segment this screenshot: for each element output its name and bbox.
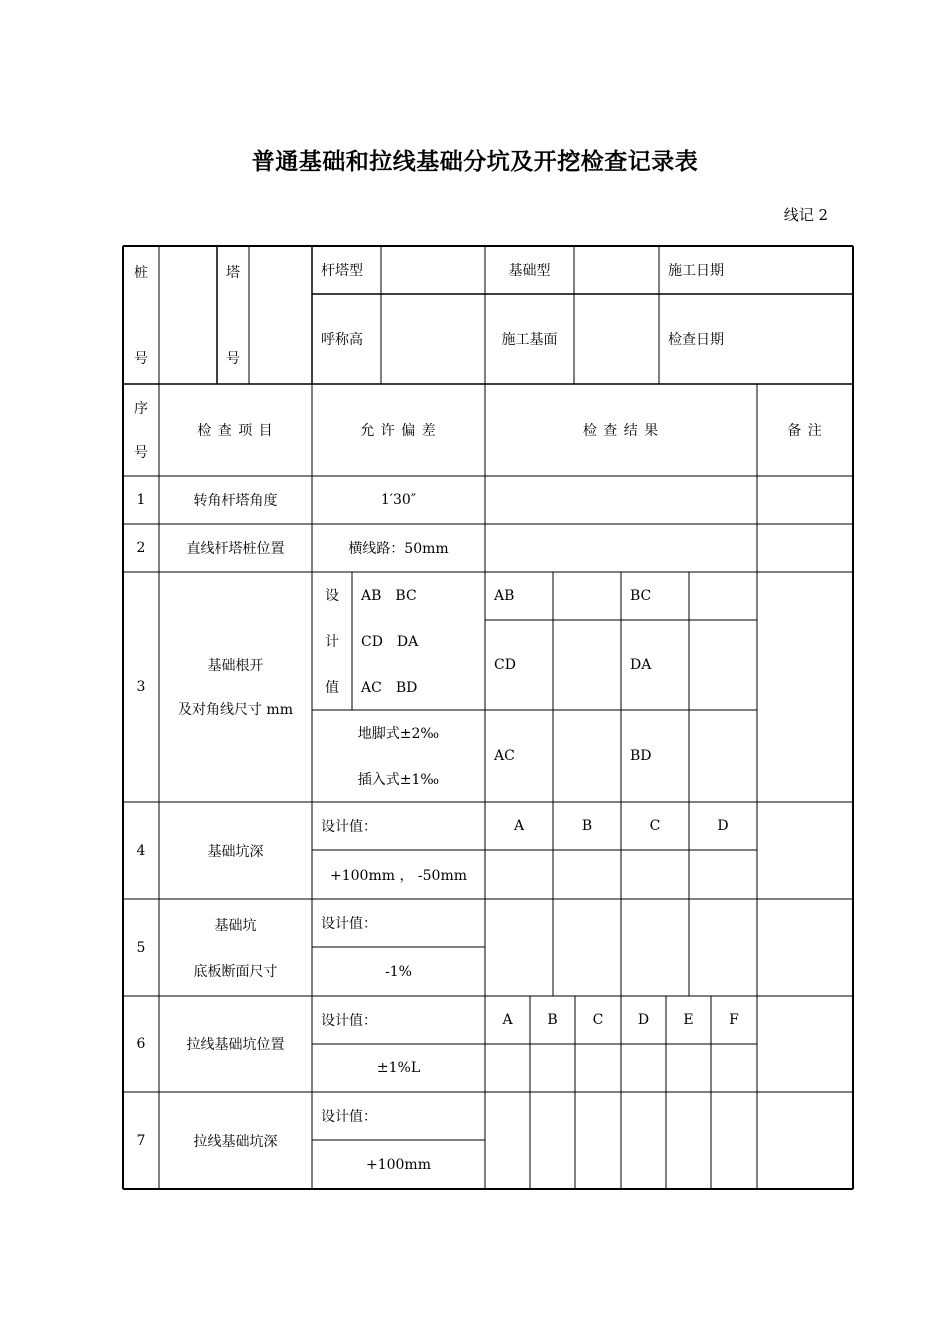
row-6-label-f: F: [729, 1012, 739, 1028]
row-6-tolerance: ±1%L: [376, 1060, 421, 1076]
row-5-tolerance: -1%: [385, 963, 412, 980]
tower-type-value[interactable]: [381, 246, 485, 294]
row-1-tolerance: 1′30″: [380, 492, 417, 508]
row-7-design-value: 设计值：: [321, 1109, 377, 1125]
row-3-label-ac: AC: [494, 748, 515, 764]
tolerance-header: 允 许 偏 差: [360, 423, 437, 439]
row-3-label-bd: BD: [630, 748, 652, 764]
sequence-header: 序 号: [134, 401, 148, 461]
form-number: 线记 2: [783, 206, 828, 224]
row-6-label-c: C: [592, 1012, 604, 1028]
pile-number-label: 桩 号: [134, 265, 148, 367]
row-4-item: 基础坑深: [207, 843, 264, 860]
row-2-result[interactable]: [485, 524, 757, 572]
row-7-number: 7: [136, 1132, 146, 1149]
row-5-design-value: 设计值：: [321, 916, 377, 932]
row-6-item: 拉线基础坑位置: [186, 1037, 285, 1053]
row-1-result[interactable]: [485, 476, 757, 524]
row-7-tolerance: +100mm: [365, 1156, 431, 1173]
remark-header: 备 注: [787, 423, 823, 439]
row-4-tolerance: +100mm ， -50mm: [330, 867, 467, 884]
construction-base-value[interactable]: [574, 294, 659, 384]
row-3-design-label: 设 计 值: [325, 588, 339, 696]
row-1-item: 转角杆塔角度: [193, 493, 278, 509]
row-1-number: 1: [136, 492, 146, 508]
row-3-design-pairs: AB BC CD DA AC BD: [361, 588, 419, 696]
result-header: 检 查 结 果: [582, 423, 660, 439]
inspection-item-header: 检 查 项 目: [197, 423, 274, 439]
row-3-tolerance: 地脚式±2‰ 插入式±1‰: [357, 726, 440, 788]
row-2-tolerance: 横线路：50mm: [348, 541, 449, 557]
row-3-label-da: DA: [630, 657, 652, 673]
row-6-label-b: B: [547, 1012, 558, 1028]
row-6-label-e: E: [683, 1012, 694, 1028]
row-3-number: 3: [136, 679, 146, 695]
construction-base-label: 施工基面: [501, 332, 558, 348]
row-3-value-da[interactable]: [689, 620, 757, 710]
row-4-design-value: 设计值：: [321, 819, 377, 835]
row-3-value-ac[interactable]: [553, 710, 621, 802]
row-4-label-c: C: [649, 818, 661, 834]
nominal-height-label: 呼称高: [321, 332, 363, 348]
row-4-number: 4: [136, 842, 146, 859]
pile-number-value[interactable]: [159, 246, 217, 384]
row-3-label-bc: BC: [630, 588, 652, 604]
row-3-value-cd[interactable]: [553, 620, 621, 710]
row-4-label-a: A: [513, 818, 525, 834]
foundation-type-value[interactable]: [574, 246, 659, 294]
row-6-label-a: A: [502, 1012, 513, 1028]
row-3-value-bc[interactable]: [689, 572, 757, 620]
row-4-label-d: D: [717, 818, 729, 834]
row-3-value-ab[interactable]: [553, 572, 621, 620]
nominal-height-value[interactable]: [381, 294, 485, 384]
construction-date-label: 施工日期: [668, 263, 724, 279]
row-3-label-ab: AB: [494, 588, 515, 604]
row-5-item: 基础坑 底板断面尺寸: [193, 917, 278, 980]
row-6-number: 6: [136, 1036, 146, 1052]
row-5-number: 5: [136, 939, 146, 956]
row-2-number: 2: [136, 540, 146, 556]
inspection-date-label: 检查日期: [668, 332, 724, 348]
tower-number-value[interactable]: [249, 246, 312, 384]
row-3-item: 基础根开 及对角线尺寸 mm: [177, 658, 293, 718]
row-3-label-cd: CD: [494, 657, 516, 673]
row-4-label-b: B: [581, 818, 593, 834]
row-7-item: 拉线基础坑深: [193, 1133, 278, 1150]
row-3-value-bd[interactable]: [689, 710, 757, 802]
form-title: 普通基础和拉线基础分坑及开挖检查记录表: [251, 149, 699, 175]
tower-number-label: 塔 号: [226, 265, 240, 367]
row-2-item: 直线杆塔桩位置: [186, 541, 285, 557]
foundation-type-label: 基础型: [508, 263, 551, 279]
tower-type-label: 杆塔型: [321, 263, 363, 279]
row-6-design-value: 设计值：: [321, 1013, 377, 1029]
row-6-label-d: D: [637, 1012, 650, 1028]
